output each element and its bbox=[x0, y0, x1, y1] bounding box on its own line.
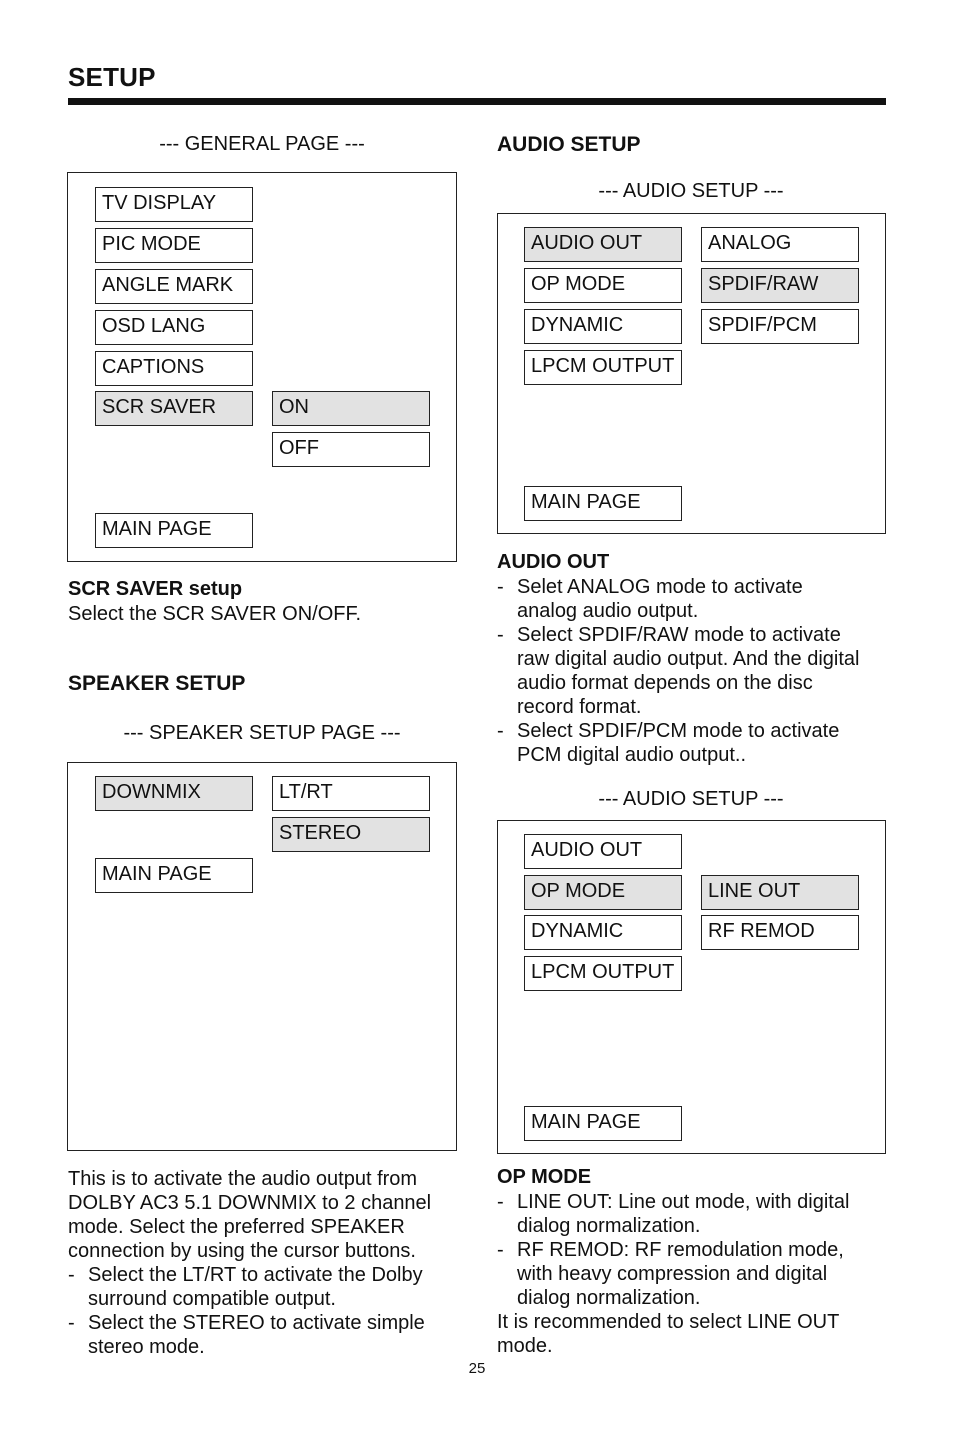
bullet-item: - RF REMOD: RF remodulation mode, with heavy compression and digital dialog normalization. bbox=[497, 1239, 844, 1309]
menu-item-audio-out[interactable]: AUDIO OUT bbox=[524, 227, 682, 262]
main-page-button[interactable]: MAIN PAGE bbox=[95, 858, 253, 893]
audio-setup-caption: --- AUDIO SETUP --- bbox=[598, 788, 784, 810]
option-spdif-pcm[interactable]: SPDIF/PCM bbox=[701, 309, 859, 344]
menu-item-lpcm-output[interactable]: LPCM OUTPUT bbox=[524, 350, 682, 385]
audio-out-bullet-list bbox=[497, 575, 859, 767]
audio-setup-menu-1 bbox=[497, 213, 886, 534]
menu-item-op-mode[interactable]: OP MODE bbox=[524, 875, 682, 910]
speaker-setup-menu bbox=[67, 762, 457, 1151]
option-line-out[interactable]: LINE OUT bbox=[701, 875, 859, 910]
menu-item-op-mode[interactable]: OP MODE bbox=[524, 268, 682, 303]
text-line: DOLBY AC3 5.1 DOWNMIX to 2 channel bbox=[68, 1192, 432, 1214]
menu-item-downmix[interactable]: DOWNMIX bbox=[95, 776, 253, 811]
text-line: mode. bbox=[497, 1335, 553, 1357]
bullet-item: - Select the STEREO to activate simple stereo mode. bbox=[68, 1312, 425, 1358]
op-mode-note bbox=[497, 1310, 839, 1358]
option-rf-remod[interactable]: RF REMOD bbox=[701, 915, 859, 950]
bullet-item: - LINE OUT: Line out mode, with digital dialog normalization. bbox=[497, 1191, 850, 1237]
menu-item-angle-mark[interactable]: ANGLE MARK bbox=[95, 269, 253, 304]
bullet-item: - Select SPDIF/PCM mode to activate PCM digital audio output.. bbox=[497, 720, 840, 766]
general-page-caption: --- GENERAL PAGE --- bbox=[159, 133, 365, 155]
menu-item-lpcm-output[interactable]: LPCM OUTPUT bbox=[524, 956, 682, 991]
option-spdif-raw[interactable]: SPDIF/RAW bbox=[701, 268, 859, 303]
menu-item-captions[interactable]: CAPTIONS bbox=[95, 351, 253, 386]
page-title: SETUP bbox=[68, 62, 156, 92]
menu-item-scr-saver[interactable]: SCR SAVER bbox=[95, 391, 253, 426]
option-analog[interactable]: ANALOG bbox=[701, 227, 859, 262]
page-number: 25 bbox=[468, 1360, 486, 1377]
bullet-item: - Select SPDIF/RAW mode to activate raw digital audio output. And the digital audio format depends on the disc record format. bbox=[497, 624, 860, 718]
option-off[interactable]: OFF bbox=[272, 432, 430, 467]
main-page-button[interactable]: MAIN PAGE bbox=[524, 1106, 682, 1141]
op-mode-bullet-list bbox=[497, 1190, 849, 1310]
speaker-bullet-list bbox=[68, 1263, 431, 1359]
main-page-button[interactable]: MAIN PAGE bbox=[524, 486, 682, 521]
option-on[interactable]: ON bbox=[272, 391, 430, 426]
menu-item-audio-out[interactable]: AUDIO OUT bbox=[524, 834, 682, 869]
menu-item-tv-display[interactable]: TV DISPLAY bbox=[95, 187, 253, 222]
speaker-page-caption: --- SPEAKER SETUP PAGE --- bbox=[123, 722, 401, 744]
main-page-button[interactable]: MAIN PAGE bbox=[95, 513, 253, 548]
text-line: It is recommended to select LINE OUT bbox=[497, 1311, 840, 1333]
general-page-menu bbox=[67, 172, 457, 562]
op-mode-heading: OP MODE bbox=[497, 1166, 592, 1188]
audio-setup-caption: --- AUDIO SETUP --- bbox=[598, 180, 784, 202]
menu-item-dynamic[interactable]: DYNAMIC bbox=[524, 309, 682, 344]
scr-saver-heading: SCR SAVER setup bbox=[68, 578, 243, 600]
speaker-description bbox=[68, 1167, 431, 1359]
audio-setup-menu-2 bbox=[497, 820, 886, 1154]
text-line: connection by using the cursor buttons. bbox=[68, 1240, 416, 1262]
speaker-setup-heading: SPEAKER SETUP bbox=[68, 672, 246, 695]
bullet-item: - Select the LT/RT to activate the Dolby surround compatible output. bbox=[68, 1264, 423, 1310]
text-line: mode. Select the preferred SPEAKER bbox=[68, 1216, 405, 1238]
bullet-item: - Selet ANALOG mode to activate analog audio output. bbox=[497, 576, 803, 622]
audio-out-heading: AUDIO OUT bbox=[497, 551, 610, 573]
option-lt-rt[interactable]: LT/RT bbox=[272, 776, 430, 811]
option-stereo[interactable]: STEREO bbox=[272, 817, 430, 852]
title-divider bbox=[68, 98, 886, 105]
audio-setup-heading: AUDIO SETUP bbox=[497, 133, 641, 156]
text-line: This is to activate the audio output from bbox=[68, 1168, 418, 1190]
menu-item-pic-mode[interactable]: PIC MODE bbox=[95, 228, 253, 263]
menu-item-dynamic[interactable]: DYNAMIC bbox=[524, 915, 682, 950]
scr-saver-text: Select the SCR SAVER ON/OFF. bbox=[68, 603, 362, 625]
menu-item-osd-lang[interactable]: OSD LANG bbox=[95, 310, 253, 345]
